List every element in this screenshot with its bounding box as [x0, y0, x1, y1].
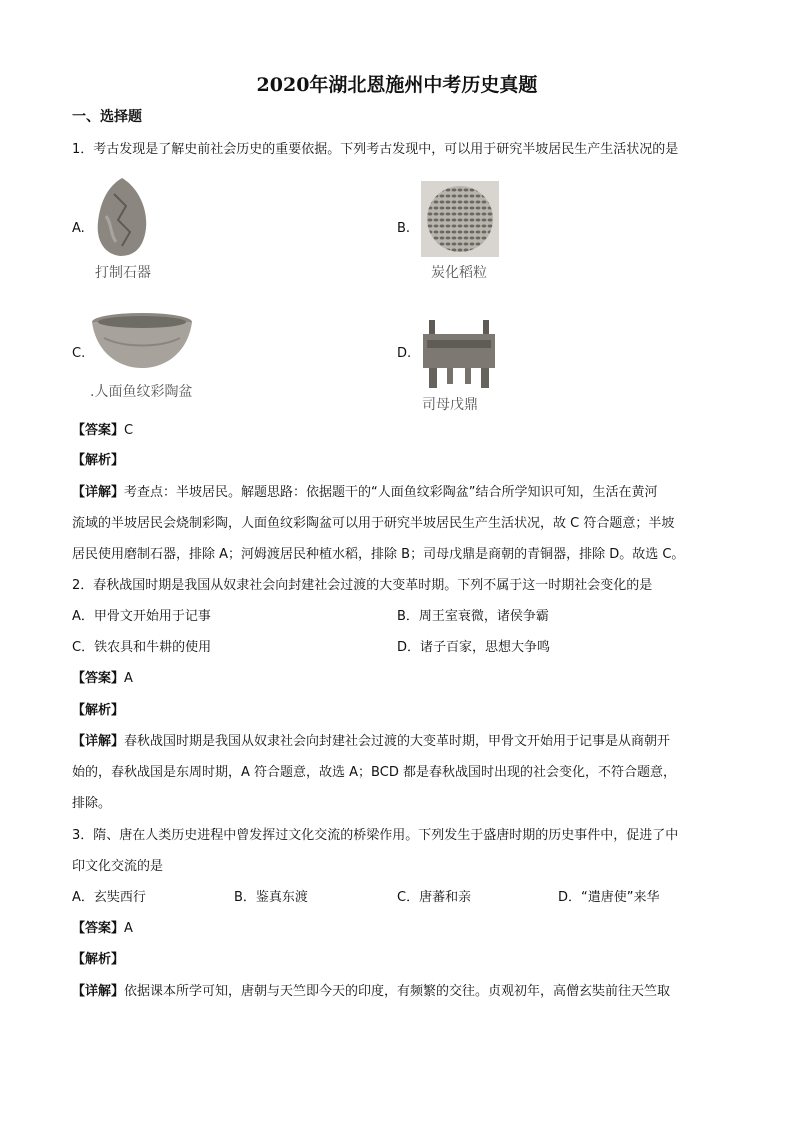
- q2-detail-line-2: 始的，春秋战国是东周时期，A 符合题意，故选 A；BCD 都是春秋战国时出现的社会变化，不符合题意，: [72, 765, 676, 780]
- q3-answer-row: [72, 920, 133, 938]
- q2-option-c: C．铁农具和牛耕的使用: [72, 640, 212, 655]
- q3-option-c: C．唐蕃和亲: [397, 890, 472, 905]
- q3-option-a: A．玄奘西行: [72, 890, 146, 905]
- answer-value: A: [124, 921, 133, 936]
- q1-option-d-caption: 司母戊鼎: [422, 397, 478, 413]
- section-heading: 一、选择题: [72, 109, 142, 125]
- carbonized-rice-image: [421, 181, 499, 257]
- question-3-stem-line-2: 印文化交流的是: [72, 859, 164, 874]
- q3-option-d: D．“遣唐使”来华: [558, 890, 660, 905]
- q1-analysis-tag: 【解析】: [72, 453, 125, 468]
- answer-tag: 【答案】: [72, 423, 125, 438]
- chipped-stone-tool-image: [92, 176, 152, 258]
- q3-detail-line-1: 【详解】依据课本所学可知，唐朝与天竺即今天的印度，有频繁的交往。贞观初年，高僧玄奘前往天竺取: [72, 984, 671, 999]
- answer-tag: 【答案】: [72, 671, 125, 686]
- q2-detail-line-1: 【详解】春秋战国时期是我国从奴隶社会向封建社会过渡的大变革时期，甲骨文开始用于记事是从商朝开: [72, 734, 671, 749]
- q3-analysis-tag: 【解析】: [72, 952, 125, 967]
- answer-value: C: [124, 423, 134, 438]
- q2-analysis-tag: 【解析】: [72, 703, 125, 718]
- q1-option-c-label: C.: [72, 346, 86, 361]
- q1-option-d-label: D.: [397, 346, 412, 361]
- q3-option-b: B．鉴真东渡: [234, 890, 308, 905]
- q2-detail-line-3: 排除。: [72, 796, 112, 811]
- q2-option-b: B．周王室衰微，诸侯争霸: [397, 609, 549, 624]
- q2-option-d: D．诸子百家，思想大争鸣: [397, 640, 551, 655]
- q1-option-a-caption: 打制石器: [95, 265, 151, 281]
- pottery-basin-image: [90, 312, 194, 370]
- q1-detail-line-1: 【详解】考查点：半坡居民。解题思路：依据题干的“人面鱼纹彩陶盆”结合所学知识可知，生活在黄河: [72, 485, 658, 500]
- q1-detail-line-2: 流域的半坡居民会烧制彩陶，人面鱼纹彩陶盆可以用于研究半坡居民生产生活状况，故 C 符合题意；半坡: [72, 516, 675, 531]
- detail-tag: 【详解】: [72, 984, 125, 999]
- q1-detail-line-3: 居民使用磨制石器，排除 A；河姆渡居民种植水稻，排除 B；司母戊鼎是商朝的青铜器，排除 D。故选 C。: [72, 547, 685, 562]
- question-2-stem: 2．春秋战国时期是我国从奴隶社会向封建社会过渡的大变革时期。下列不属于这一时期社会变化的是: [72, 578, 653, 593]
- document-title: 2020年湖北恩施州中考历史真题: [256, 74, 538, 96]
- q1-option-b-label: B.: [397, 221, 411, 236]
- answer-tag: 【答案】: [72, 921, 125, 936]
- detail-tag: 【详解】: [72, 734, 125, 749]
- q1-option-a-label: A.: [72, 221, 85, 236]
- detail-tag: 【详解】: [72, 485, 125, 500]
- question-3-stem-line-1: 3．隋、唐在人类历史进程中曾发挥过文化交流的桥梁作用。下列发生于盛唐时期的历史事件中，促进了中: [72, 828, 679, 843]
- q2-option-a: A．甲骨文开始用于记事: [72, 609, 211, 624]
- bronze-ding-image: [419, 320, 499, 388]
- q1-answer-row: [72, 422, 133, 440]
- question-1-stem: 1．考古发现是了解史前社会历史的重要依据。下列考古发现中，可以用于研究半坡居民生产生活状况的是: [72, 142, 679, 157]
- q1-option-c-caption: .人面鱼纹彩陶盆: [90, 384, 193, 400]
- q1-option-b-caption: 炭化稻粒: [431, 265, 487, 281]
- answer-value: A: [124, 671, 133, 686]
- q2-answer-row: [72, 670, 133, 688]
